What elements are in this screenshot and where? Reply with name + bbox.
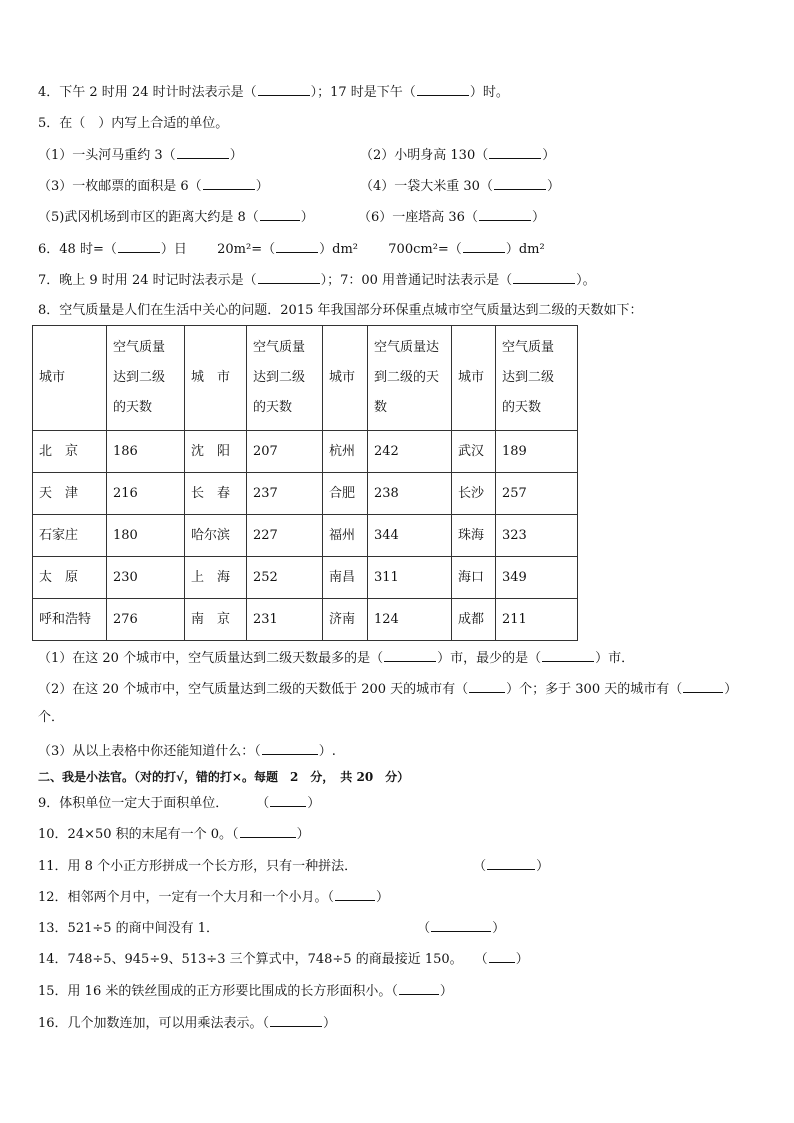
q5-item-2: （2）小明身高 130（ ） [360,148,556,163]
table-row [33,515,578,557]
question-7: 7．晚上 9 时用 24 时记时法表示是（ ）；7：00 用普通记时法表示是（ ）。 [38,273,596,288]
table-cell: 186 [107,431,185,473]
table-cell: 珠海 [452,515,496,557]
table-cell: 福州 [323,515,368,557]
question-16: 16．几个加数连加，可以用乘法表示。（ ） [38,1016,337,1031]
answer-blank[interactable] [258,83,310,96]
table-cell: 杭州 [323,431,368,473]
table-header-cell: 城市 [323,326,368,431]
table-cell: 南昌 [323,557,368,599]
table-cell: 南 京 [185,599,247,641]
table-row [33,431,578,473]
table-cell: 石家庄 [33,515,107,557]
q8-sub-1: （1）在这 20 个城市中，空气质量达到二级天数最多的是（ ）市，最少的是（ ）市． [38,651,635,666]
table-header-cell: 空气质量 达到二级 的天数 [496,326,578,431]
table-cell: 276 [107,599,185,641]
q4-text-b: ）；17 时是下午（ [310,85,416,100]
table-cell: 124 [368,599,452,641]
table-cell: 189 [496,431,578,473]
table-cell: 长沙 [452,473,496,515]
answer-blank[interactable] [276,240,318,253]
table-cell: 242 [368,431,452,473]
question-10: 10．24×50 积的末尾有一个 0。（ ） [38,827,310,842]
table-cell: 北 京 [33,431,107,473]
table-cell: 238 [368,473,452,515]
table-header-cell: 城市 [33,326,107,431]
table-header-cell: 城市 [452,326,496,431]
air-quality-table [32,325,578,641]
table-cell: 237 [247,473,323,515]
answer-blank[interactable] [384,649,436,662]
question-9: 9．体积单位一定大于面积单位． （ ） [38,796,321,811]
answer-blank[interactable] [513,271,575,284]
table-cell: 海口 [452,557,496,599]
answer-blank[interactable] [494,177,546,190]
table-row [33,599,578,641]
answer-blank[interactable] [479,208,531,221]
question-4 [38,83,509,102]
answer-blank[interactable] [262,742,318,755]
table-cell: 哈尔滨 [185,515,247,557]
section-2-heading: 二、我是小法官。（对的打√，错的打×。每题 2 分， 共 20 分） [38,770,410,784]
answer-blank[interactable] [335,888,375,901]
table-cell: 231 [247,599,323,641]
answer-blank[interactable] [489,146,541,159]
table-header-cell: 空气质量达 到二级的天 数 [368,326,452,431]
answer-blank[interactable] [118,240,160,253]
answer-blank[interactable] [270,794,306,807]
table-cell: 上 海 [185,557,247,599]
answer-blank[interactable] [399,982,439,995]
table-cell: 252 [247,557,323,599]
table-cell: 311 [368,557,452,599]
table-header-row [33,326,578,431]
table-header-cell: 空气质量 达到二级 的天数 [107,326,185,431]
table-cell: 武汉 [452,431,496,473]
table-cell: 349 [496,557,578,599]
table-cell: 呼和浩特 [33,599,107,641]
answer-blank[interactable] [417,83,469,96]
q5-item-3: （3）一枚邮票的面积是 6（ ） [38,179,269,194]
answer-blank[interactable] [177,146,229,159]
table-cell: 216 [107,473,185,515]
answer-blank[interactable] [542,649,594,662]
q8-sub-2: （2）在这 20 个城市中，空气质量达到二级的天数低于 200 天的城市有（ ）个；多于 300 天的城市有（ ） [38,682,738,697]
answer-blank[interactable] [469,680,505,693]
answer-blank[interactable] [683,680,723,693]
answer-blank[interactable] [489,950,515,963]
q4-text-c: ）时。 [469,85,509,100]
answer-blank[interactable] [463,240,505,253]
question-12: 12．相邻两个月中，一定有一个大月和一个小月。（ ） [38,890,390,905]
table-cell: 227 [247,515,323,557]
table-cell: 太 原 [33,557,107,599]
q8-sub-2-cont: 个． [38,710,65,725]
question-8-intro: 8．空气质量是人们在生活中关心的问题．2015 年我国部分环保重点城市空气质量达到二级的天数如下： [38,303,643,318]
question-11: 11．用 8 个小正方形拼成一个长方形，只有一种拼法． （ ） [38,859,550,874]
table-row [33,473,578,515]
question-5-title: 5．在（ ）内写上合适的单位。 [38,116,229,131]
table-cell: 长 春 [185,473,247,515]
answer-blank[interactable] [260,208,300,221]
table-header-cell: 城 市 [185,326,247,431]
table-cell: 211 [496,599,578,641]
table-cell: 成都 [452,599,496,641]
table-cell: 257 [496,473,578,515]
question-14: 14．748÷5、945÷9、513÷3 三个算式中，748÷5 的商最接近 150。 （ ） [38,952,529,967]
answer-blank[interactable] [270,1014,322,1027]
answer-blank[interactable] [431,919,491,932]
answer-blank[interactable] [487,857,535,870]
answer-blank[interactable] [240,825,296,838]
q5-item-6: （6）一座塔高 36（ ） [358,210,545,225]
q5-item-5: （5)武冈机场到市区的距离大约是 8（ ） [38,210,314,225]
table-cell: 天 津 [33,473,107,515]
table-cell: 合肥 [323,473,368,515]
q4-text-a: 4．下午 2 时用 24 时计时法表示是（ [38,85,257,100]
table-header-cell: 空气质量 达到二级 的天数 [247,326,323,431]
table-cell: 323 [496,515,578,557]
table-cell: 230 [107,557,185,599]
answer-blank[interactable] [203,177,255,190]
table-cell: 344 [368,515,452,557]
table-cell: 207 [247,431,323,473]
question-13: 13．521÷5 的商中间没有 1． （ ） [38,921,506,936]
answer-blank[interactable] [258,271,320,284]
q5-item-4: （4）一袋大米重 30（ ） [360,179,560,194]
q8-sub-3: （3）从以上表格中你还能知道什么：（ ）. [38,744,336,759]
question-15: 15．用 16 米的铁丝围成的正方形要比围成的长方形面积小。（ ） [38,984,453,999]
table-cell: 济南 [323,599,368,641]
table-cell: 180 [107,515,185,557]
table-row [33,557,578,599]
question-6: 6．48 时=（ ）日 20m²=（ ）dm² 700cm²=（ ）dm² [38,242,545,257]
table-cell: 沈 阳 [185,431,247,473]
q5-item-1: （1）一头河马重约 3（ ） [38,148,243,163]
